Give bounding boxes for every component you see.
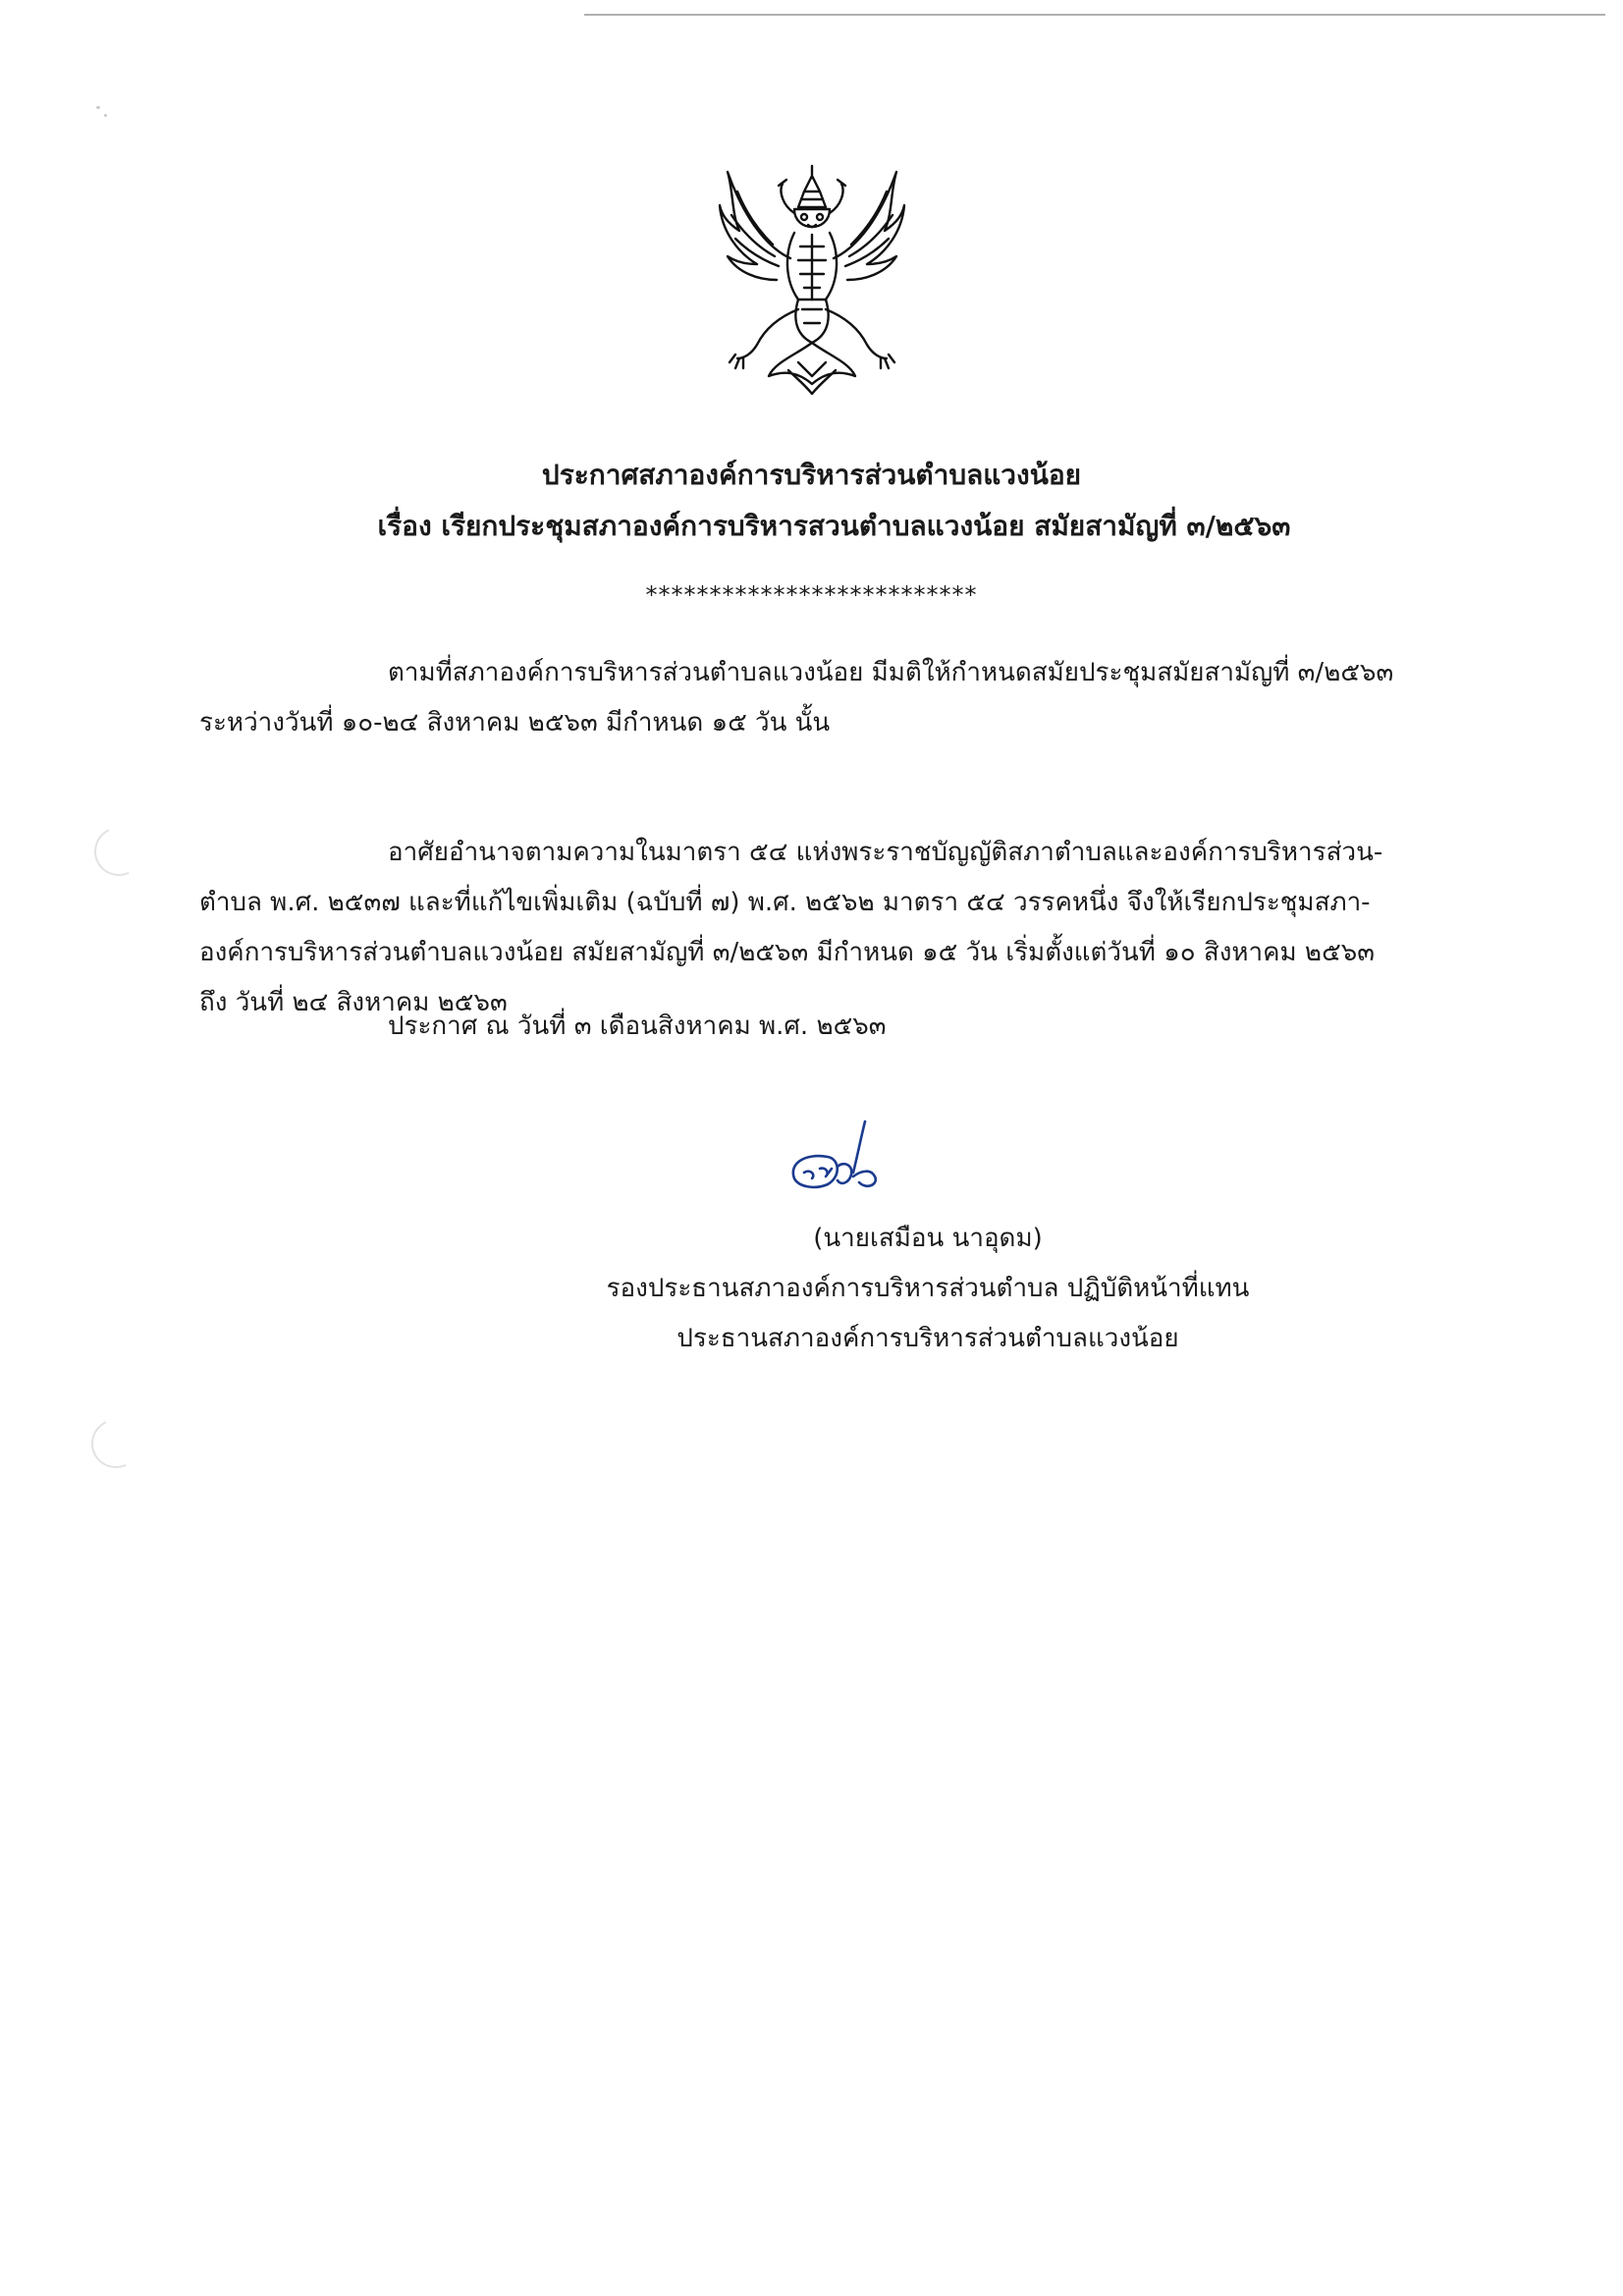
punch-hole-mark	[84, 1412, 147, 1475]
paragraph-2-line: ถึง วันที่ ๒๔ สิงหาคม ๒๕๖๓	[199, 988, 508, 1017]
scan-border-line	[584, 14, 1605, 16]
garuda-emblem-icon	[714, 162, 910, 398]
paragraph-2-line: อาศัยอำนาจตามความในมาตรา ๕๔ แห่งพระราชบัญญัติสภาตำบลและองค์การบริหารส่วน-	[388, 838, 1383, 867]
announcement-title: ประกาศสภาองค์การบริหารส่วนตำบลแวงน้อย	[541, 459, 1082, 491]
signatory-position-2: ประธานสภาองค์การบริหารส่วนตำบลแวงน้อย	[676, 1324, 1179, 1353]
handwritten-signature	[781, 1118, 889, 1221]
paragraph-2	[199, 828, 1446, 1028]
paragraph-1-line: ตามที่สภาองค์การบริหารส่วนตำบลแวงน้อย มีมติให้กำหนดสมัยประชุมสมัยสามัญที่ ๓/๒๕๖๓	[388, 658, 1394, 687]
punch-hole-mark	[87, 820, 150, 883]
paragraph-2-line: ตำบล พ.ศ. ๒๕๓๗ และที่แก้ไขเพิ่มเติม (ฉบับที่ ๗) พ.ศ. ๒๕๖๒ มาตรา ๕๔ วรรคหนึ่ง จึงให้เรียกประชุมสภา-	[199, 888, 1371, 917]
paragraph-1-line: ระหว่างวันที่ ๑๐-๒๔ สิงหาคม ๒๕๖๓ มีกำหนด ๑๕ วัน นั้น	[199, 708, 831, 738]
separator-stars: **************************	[645, 581, 978, 609]
signatory-position-1: รองประธานสภาองค์การบริหารส่วนตำบล ปฏิบัติหน้าที่แทน	[606, 1274, 1250, 1303]
scan-speck	[104, 114, 107, 117]
signatory-name: (นายเสมือน นาอุดม)	[813, 1224, 1043, 1253]
paragraph-2-line: องค์การบริหารส่วนตำบลแวงน้อย สมัยสามัญที่ ๓/๒๕๖๓ มีกำหนด ๑๕ วัน เริ่มตั้งแต่วันที่ ๑๐ สิงหาคม ๒๕๖๓	[199, 938, 1376, 967]
scan-speck	[96, 106, 100, 109]
announcement-date	[199, 1002, 1446, 1052]
signature-block	[569, 1214, 1286, 1364]
announcement-subject: เรื่อง เรียกประชุมสภาองค์การบริหารสวนตำบลแวงน้อย สมัยสามัญที่ ๓/๒๕๖๓	[377, 510, 1291, 542]
announcement-date-text: ประกาศ ณ วันที่ ๓ เดือนสิงหาคม พ.ศ. ๒๕๖๓	[388, 1011, 887, 1041]
paragraph-1	[199, 648, 1446, 748]
